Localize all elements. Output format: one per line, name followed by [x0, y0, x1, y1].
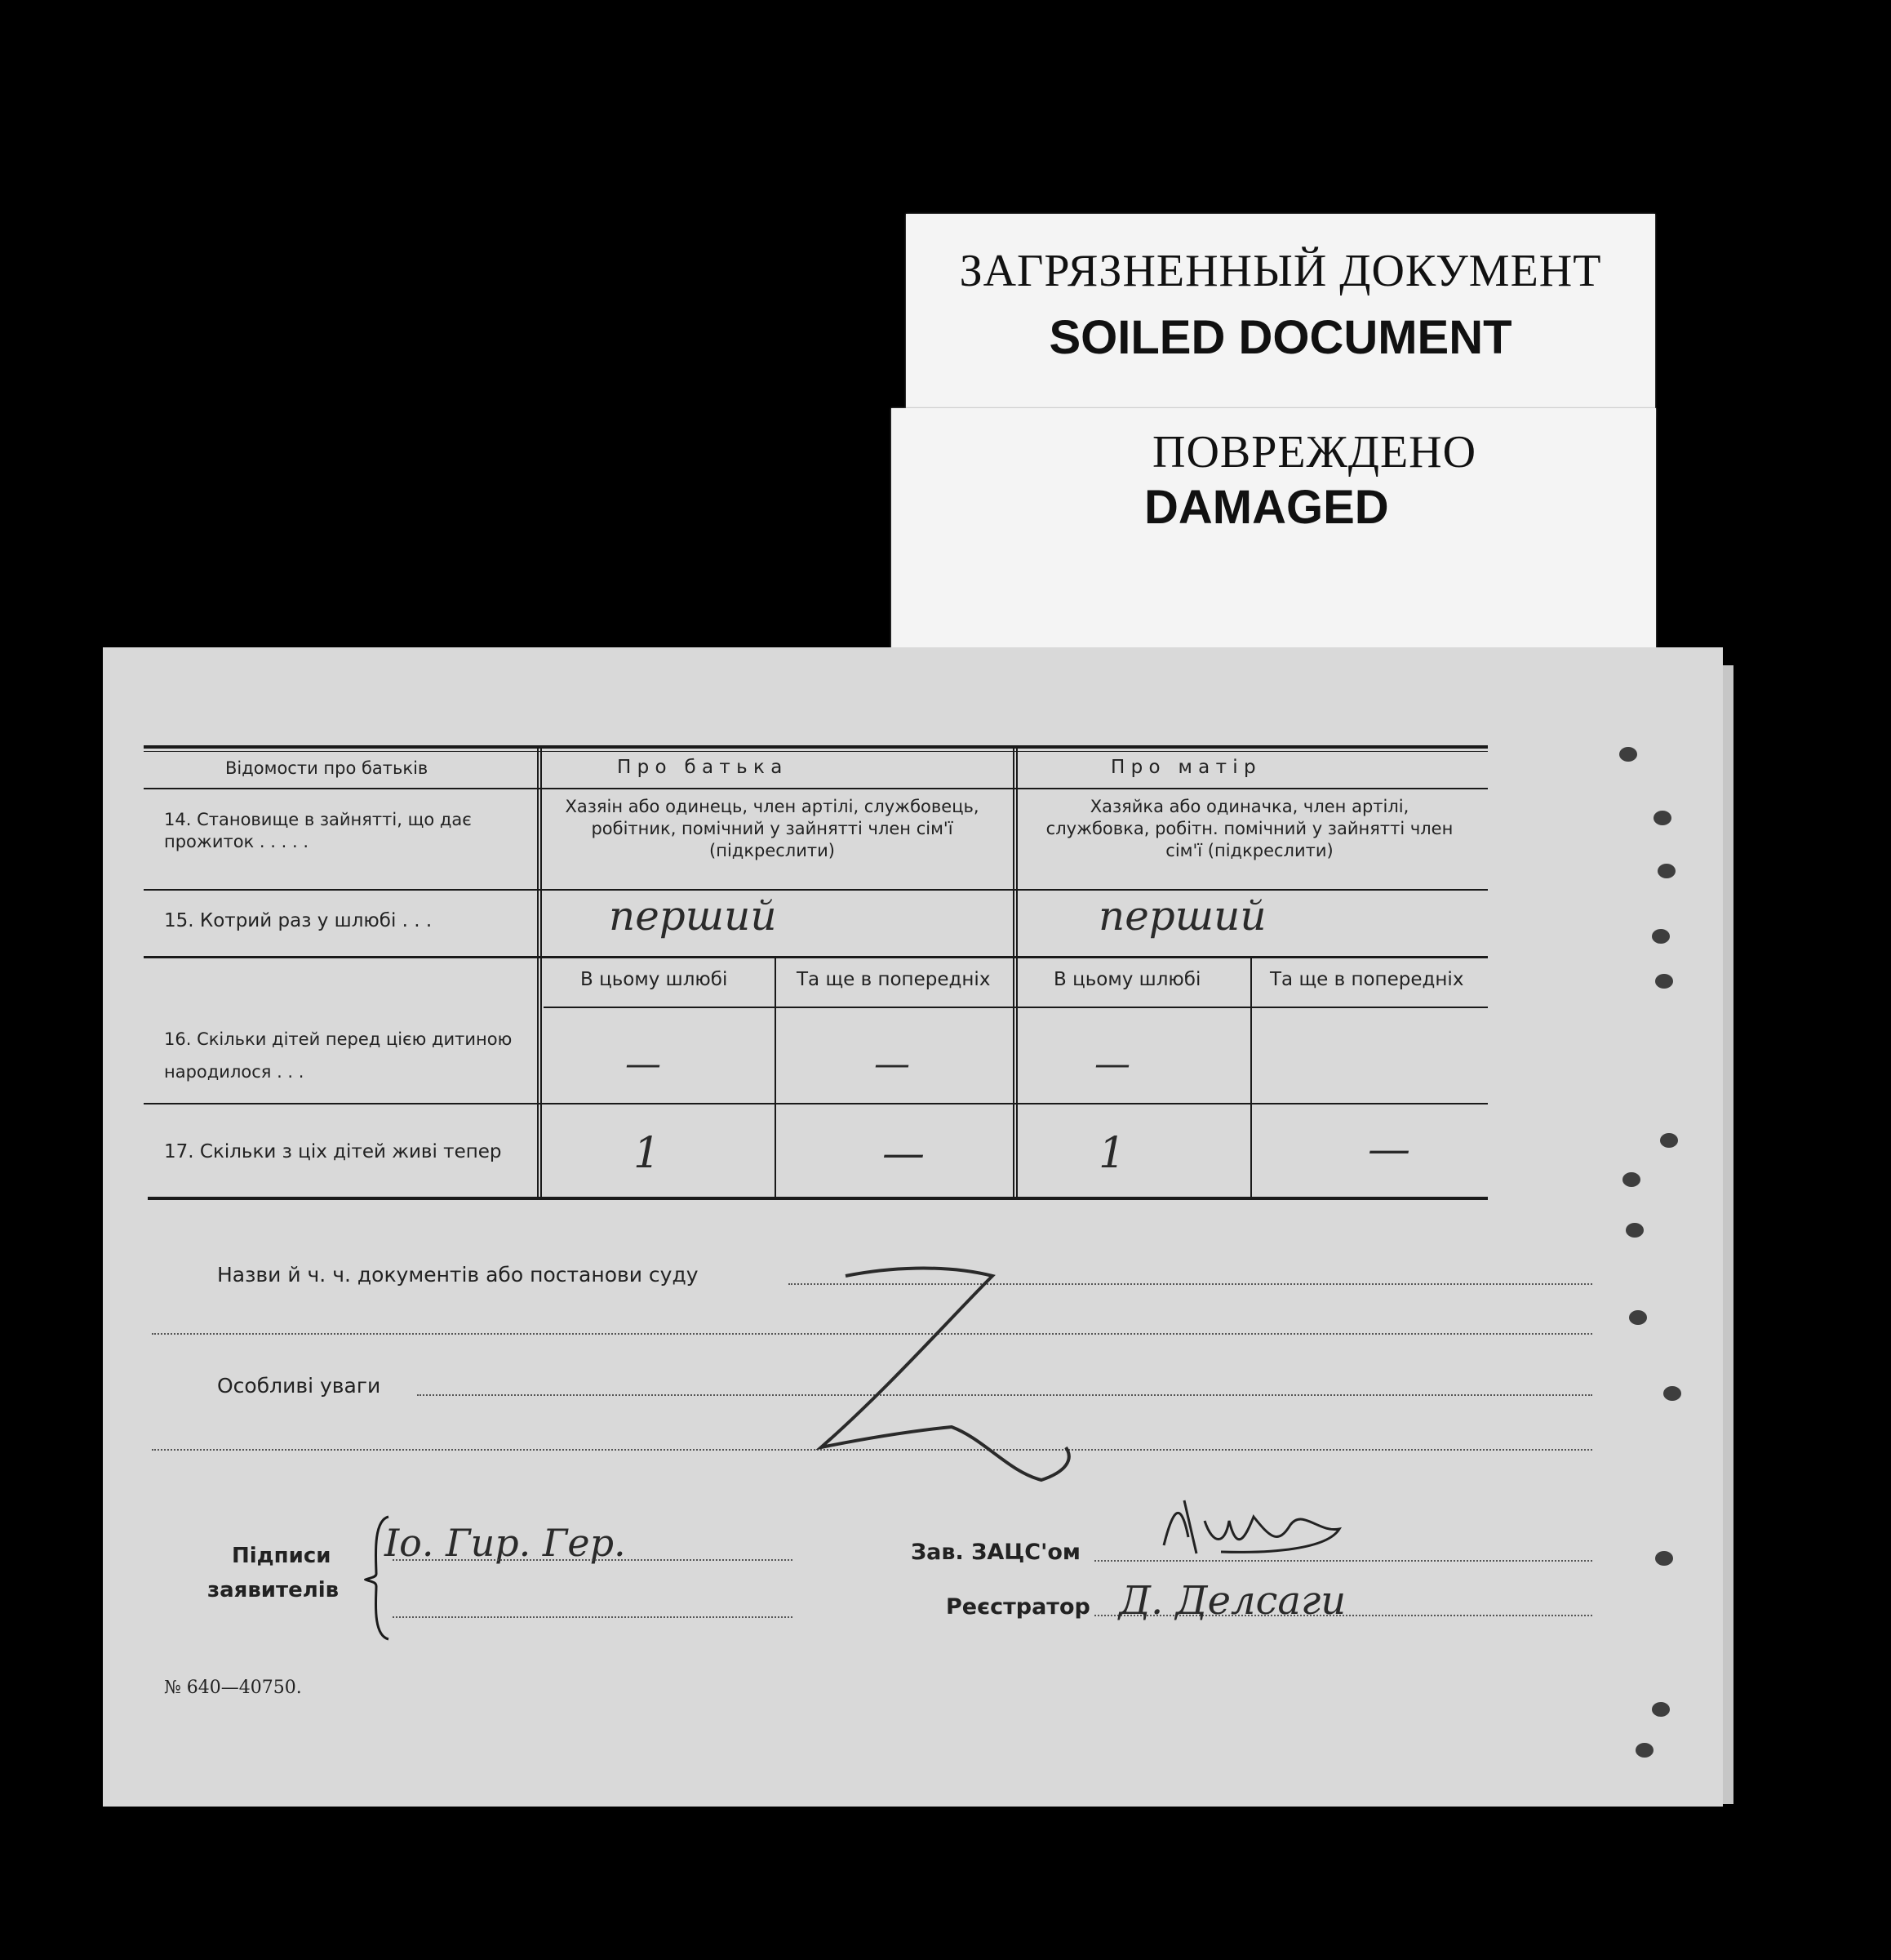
row17-value: 1: [1099, 1129, 1126, 1178]
subheader-mother-previous: Та ще в попередніх: [1270, 969, 1464, 990]
filing-hole: [1654, 811, 1671, 825]
applicant-signature: Іо. Гир. Гер.: [384, 1521, 626, 1565]
filing-hole: [1622, 1172, 1640, 1187]
table-top-rule-thin: [144, 751, 1488, 752]
filing-hole: [1652, 929, 1670, 944]
row16-label: 16. Скільки дітей перед цією дитиною народилося . . .: [164, 1029, 513, 1082]
signature-line-1: [393, 1559, 792, 1561]
table-col-divider: [540, 745, 542, 1198]
table-col-divider: [1013, 745, 1014, 1198]
filing-hole: [1655, 1551, 1673, 1566]
damaged-label-en: DAMAGED: [1144, 481, 1389, 534]
table-col-divider: [775, 958, 776, 1198]
registrar-signature: Д. Делсаги: [1119, 1578, 1347, 1624]
row17-label: 17. Скільки з ціх дітей живі тепер: [164, 1141, 502, 1162]
row15-father-handwritten: перший: [609, 892, 777, 940]
table-rule: [144, 788, 1488, 789]
filing-hole: [1629, 1310, 1647, 1325]
soiled-label-ru: ЗАГРЯЗНЕННЫЙ ДОКУМЕНТ: [959, 246, 1602, 296]
filing-hole: [1655, 974, 1673, 989]
row16-value: —: [874, 1043, 910, 1085]
soiled-label-en: SOILED DOCUMENT: [1049, 311, 1512, 364]
header-about-mother: П р о м а т і р: [1111, 757, 1256, 778]
head-of-office-label: Зав. ЗАЦС'ом: [911, 1540, 1081, 1565]
row16-value: —: [625, 1043, 661, 1085]
row17-value: —: [1368, 1125, 1410, 1174]
row16-value: —: [1094, 1043, 1130, 1085]
header-parents-info: Відомости про батьків: [225, 758, 428, 778]
signatures-label-line1: Підписи: [232, 1544, 331, 1568]
table-col-divider: [537, 745, 539, 1198]
remarks-label: Особливі уваги: [217, 1374, 381, 1398]
row14-mother-options: Хазяйка або одиначка, член артілі, службовка, робітн. помічний у зайнятті член сім'ї (підкреслити): [1045, 797, 1454, 860]
filing-hole: [1619, 747, 1637, 762]
row17-value: 1: [633, 1129, 661, 1178]
filing-hole: [1658, 864, 1676, 878]
strike-through-mark: [813, 1251, 1172, 1496]
filing-hole: [1663, 1386, 1681, 1401]
row14-label: 14. Становище в зайнятті, що дає прожиток . . . . .: [164, 810, 472, 851]
registration-form-sheet: [103, 647, 1723, 1807]
registrar-label: Реєстратор: [946, 1594, 1090, 1620]
table-top-rule: [144, 745, 1488, 749]
row15-mother-handwritten: перший: [1099, 892, 1267, 940]
filing-hole: [1660, 1133, 1678, 1148]
header-about-father: П р о б а т ь к а: [617, 757, 783, 778]
filing-hole: [1652, 1702, 1670, 1717]
table-rule: [144, 889, 1488, 891]
subheader-mother-this-marriage: В цьому шлюбі: [1054, 969, 1201, 990]
filing-hole: [1626, 1223, 1644, 1238]
form-number: № 640—40750.: [164, 1678, 302, 1698]
damaged-document-label: [891, 408, 1656, 653]
damaged-label-ua: ПОВРЕЖДЕНО: [1152, 427, 1477, 478]
filing-hole: [1636, 1743, 1654, 1758]
table-bottom-rule: [148, 1197, 1488, 1200]
signature-line-2: [393, 1616, 792, 1618]
row17-value: —: [882, 1129, 925, 1178]
subheader-father-this-marriage: В цьому шлюбі: [580, 969, 728, 990]
head-signature: [1147, 1488, 1360, 1566]
table-rule: [144, 1103, 1488, 1104]
table-rule: [144, 956, 1488, 958]
documents-label: Назви й ч. ч. документів або постанови суду: [217, 1263, 699, 1287]
subheader-father-previous: Та ще в попередніх: [797, 969, 991, 990]
row14-father-options: Хазяін або одинець, член артілі, службовець, робітник, помічний у зайнятті член сім'ї (підкреслити): [565, 797, 979, 860]
soiled-document-label: [906, 214, 1655, 418]
signatures-label-line2: заявителів: [207, 1578, 340, 1602]
table-col-divider: [1250, 958, 1252, 1198]
table-col-divider: [1016, 745, 1018, 1198]
row15-label: 15. Котрий раз у шлюбі . . .: [164, 910, 433, 931]
